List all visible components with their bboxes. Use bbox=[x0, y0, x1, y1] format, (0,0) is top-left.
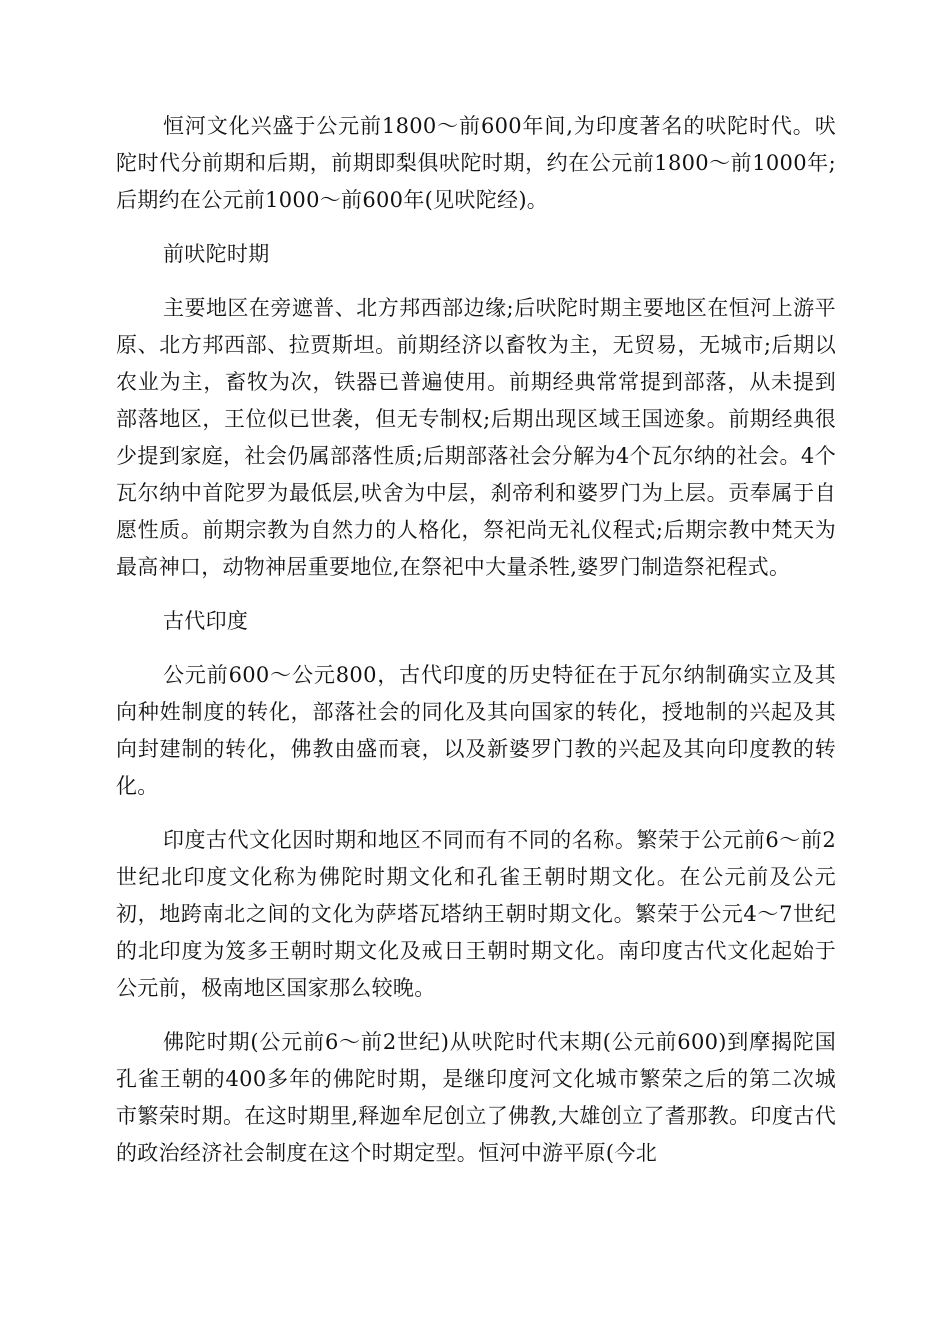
paragraph-vedic-regions: 主要地区在旁遮普、北方邦西部边缘;后吠陀时期主要地区在恒河上游平原、北方邦西部、拉贾斯坦。前期经济以畜牧为主，无贸易，无城市;后期以农业为主，畜牧为次，铁器已普遍使用。前期经典常常提到部落，从未提到部落地区，王位似已世袭，但无专制权;后期出现区域王国迹象。前期经典很少提到家庭，社会仍属部落性质;后期部落社会分解为4个瓦尔纳的社会。4个瓦尔纳中首陀罗为最低层,吠舍为中层，刹帝利和婆罗门为上层。贡奉属于自愿性质。前期宗教为自然力的人格化，祭祀尚无礼仪程式;后期宗教中梵天为最高神口，动物神居重要地位,在祭祀中大量杀牲,婆罗门制造祭祀程式。 bbox=[116, 296, 836, 579]
paragraph-buddha-period: 佛陀时期(公元前6～前2世纪)从吠陀时代末期(公元前600)到摩揭陀国孔雀王朝的400多年的佛陀时期，是继印度河文化城市繁荣之后的第二次城市繁荣时期。在这时期里,释迦牟尼创立了佛教,大雄创立了耆那教。印度古代的政治经济社会制度在这个时期定型。恒河中游平原(今北 bbox=[116, 1030, 836, 1165]
paragraph-ganges-culture: 恒河文化兴盛于公元前1800～前600年间,为印度著名的吠陀时代。吠陀时代分前期和后期，前期即梨俱吠陀时期，约在公元前1800～前1000年;后期约在公元前1000～前600年(见吠陀经)。 bbox=[116, 114, 836, 212]
paragraph-ancient-culture-names: 印度古代文化因时期和地区不同而有不同的名称。繁荣于公元前6～前2世纪北印度文化称为佛陀时期文化和孔雀王朝时期文化。在公元前及公元初，地跨南北之间的文化为萨塔瓦塔纳王朝时期文化。繁荣于公元4～7世纪的北印度为笈多王朝时期文化及戒日王朝时期文化。南印度古代文化起始于公元前，极南地区国家那么较晚。 bbox=[116, 828, 836, 1000]
section-heading-ancient-india: 古代印度 bbox=[163, 609, 249, 633]
section-heading-early-vedic: 前吠陀时期 bbox=[163, 242, 270, 266]
paragraph-ancient-india-features: 公元前600～公元800，古代印度的历史特征在于瓦尔纳制确实立及其向种姓制度的转化，部落社会的同化及其向国家的转化，授地制的兴起及其向封建制的转化，佛教由盛而衰，以及新婆罗门教的兴起及其向印度教的转化。 bbox=[116, 663, 836, 798]
document-body bbox=[116, 108, 836, 1189]
